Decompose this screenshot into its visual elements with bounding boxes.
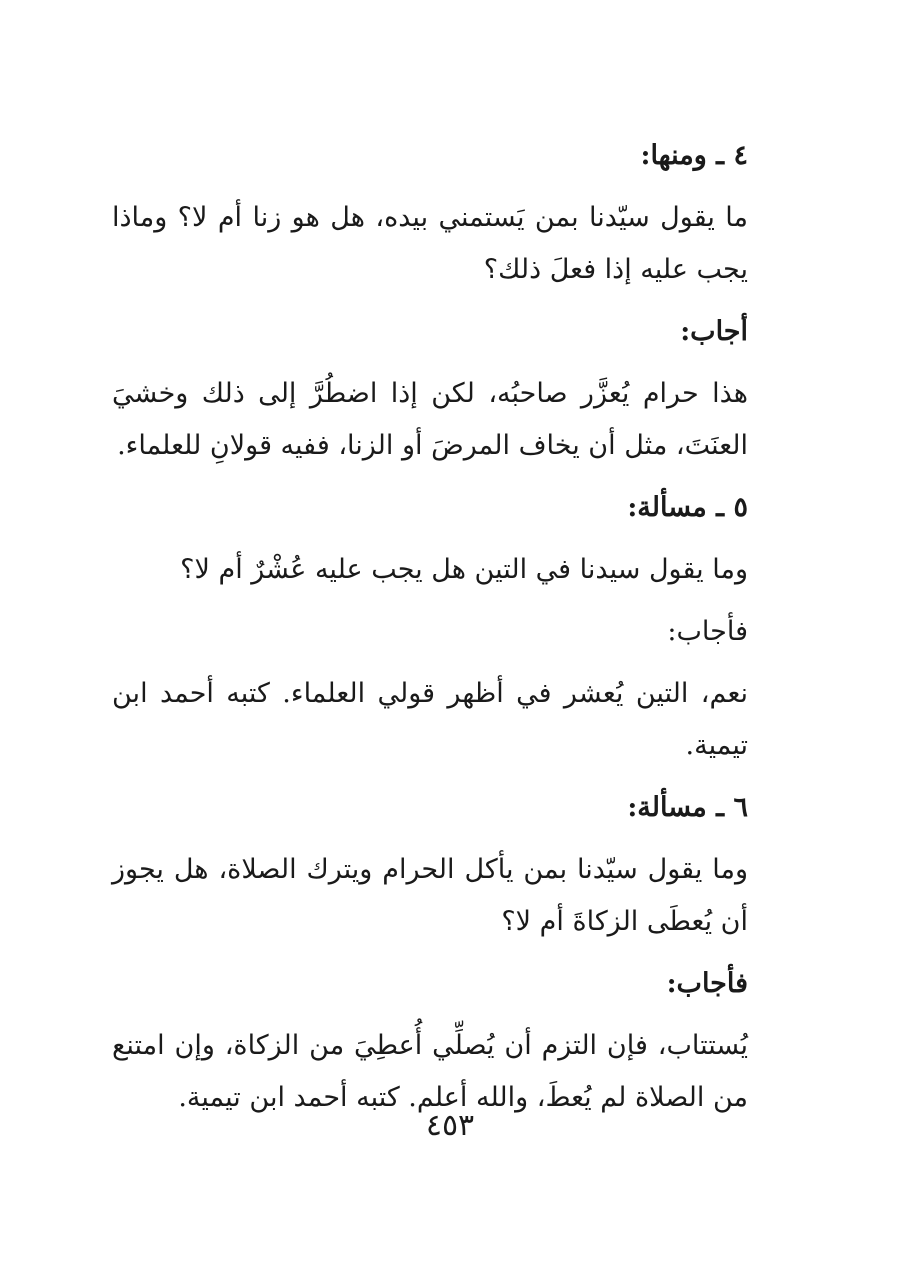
page-body [112,130,786,1134]
page-number: ٤٥٣ [425,1108,475,1143]
section-4-heading: ٤ ـ ومنها: [640,140,748,171]
section-6-question: وما يقول سيّدنا بمن يأكل الحرام ويترك الصلاة، هل يجوز أن يُعطَى الزكاةَ أم لا؟ [112,854,748,937]
section-6-answer-label: فأجاب: [666,968,748,999]
section-4-answer: هذا حرام يُعزَّر صاحبُه، لكن إذا اضطُرَّ إلى ذلك وخشيَ العنَتَ، مثل أن يخاف المرضَ أو الزنا، ففيه قولانِ للعلماء. [112,378,748,461]
section-5-answer-label: فأجاب: [667,616,748,647]
section-4-question: ما يقول سيّدنا بمن يَستمني بيده، هل هو زنا أم لا؟ وماذا يجب عليه إذا فعلَ ذلك؟ [112,202,748,285]
section-5-question: وما يقول سيدنا في التين هل يجب عليه عُشْرٌ أم لا؟ [180,554,748,585]
section-5-heading: ٥ ـ مسألة: [627,492,748,523]
section-6-heading: ٦ ـ مسألة: [627,792,748,823]
section-5-answer: نعم، التين يُعشر في أظهر قولي العلماء. كتبه أحمد ابن تيمية. [112,678,748,761]
section-4-answer-label: أجاب: [680,316,748,347]
section-6-answer: يُستتاب، فإن التزم أن يُصلِّي أُعطِيَ من الزكاة، وإن امتنع من الصلاة لم يُعطَ، والله أعلم. كتبه أحمد ابن تيمية. [112,1030,748,1113]
